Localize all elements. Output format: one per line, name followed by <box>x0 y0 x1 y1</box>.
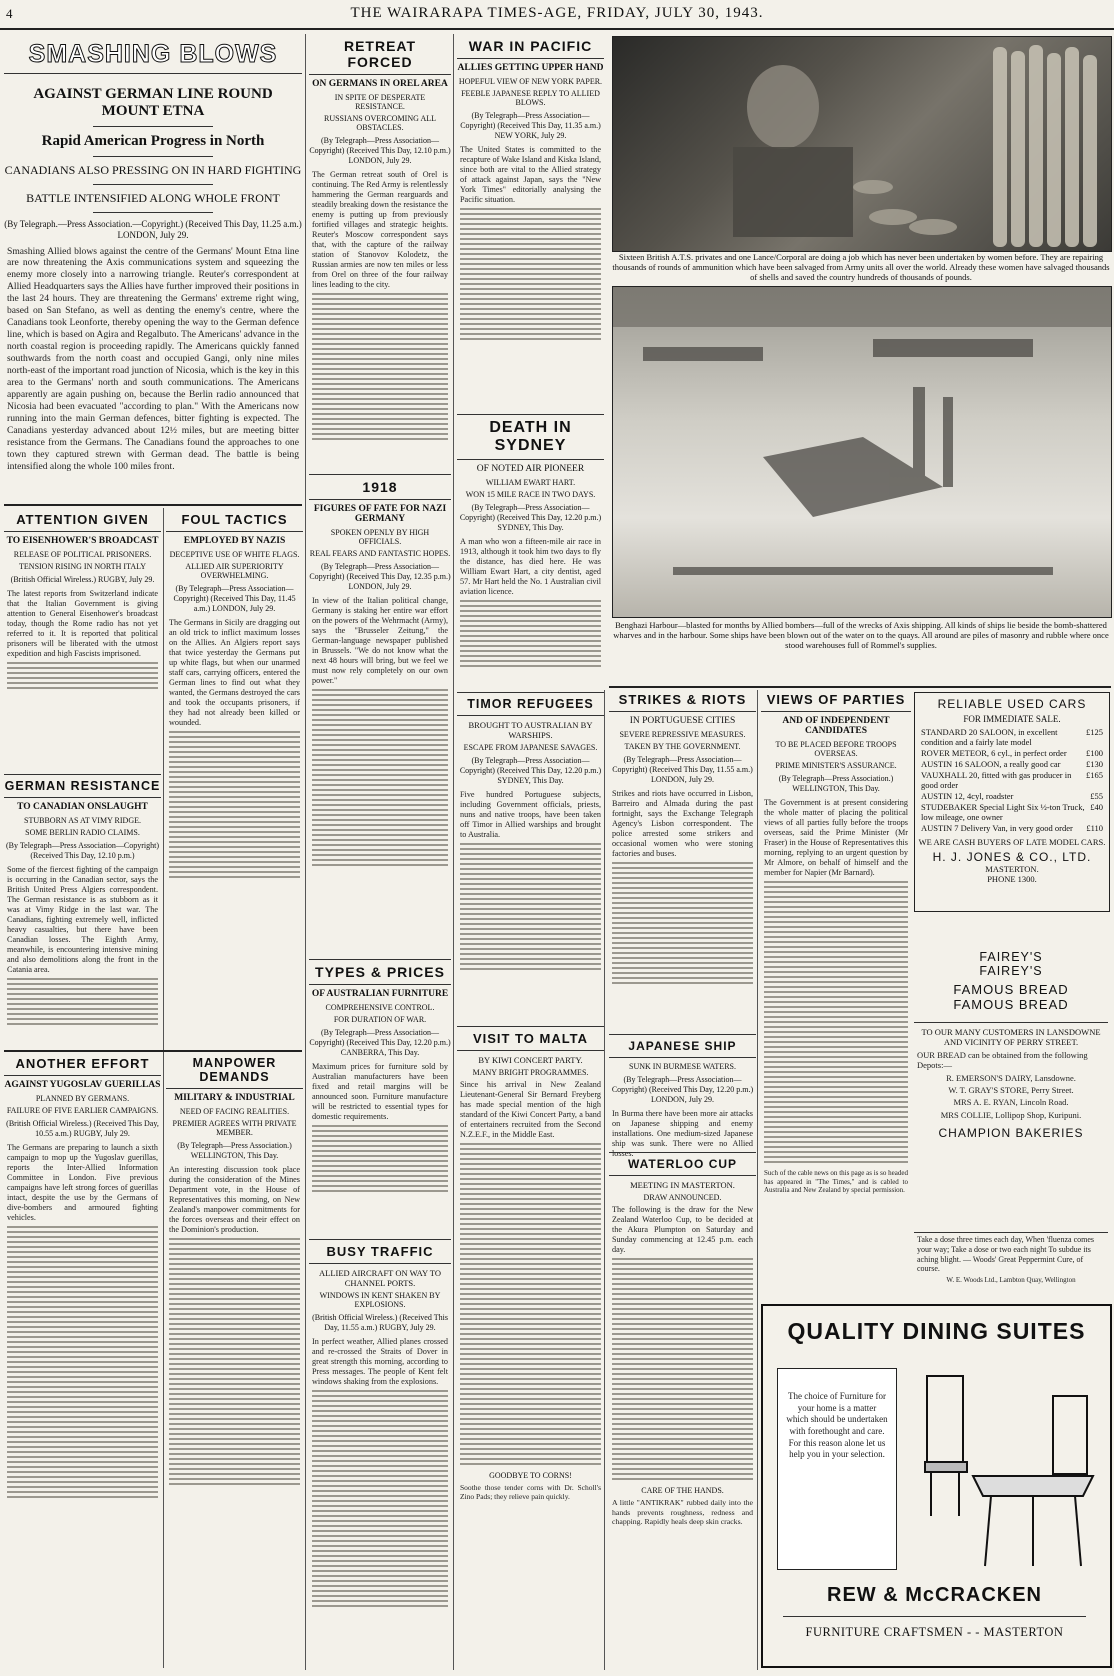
car-price: £130 <box>1086 759 1103 769</box>
headline: WATERLOO CUP <box>627 1157 738 1171</box>
subheadline: REAL FEARS AND FANTASTIC HOPES. <box>309 549 451 558</box>
article-body: Some of the fiercest fighting of the campaign is occurring in the Canadian sector, says the British United Press Algiers correspondent. The German resistance is as stubborn as it was at Vimy Ridge in the last war. The Canadians, fighting extremely well, inflicted heavy casualties, but there have been Canadian losses. The Eighth Army, meanwhile, is encountering intensive mining and also demolitions along the front in the Catania area. <box>7 865 158 974</box>
subheadline: STUBBORN AS AT VIMY RIDGE. <box>24 816 141 825</box>
photo-illustration <box>613 287 1111 617</box>
depot-item: R. EMERSON'S DAIRY, Lansdowne. <box>946 1072 1076 1083</box>
headline: TIMOR REFUGEES <box>467 697 594 711</box>
product-line: FAMOUS BREAD <box>953 982 1069 997</box>
ad-subtitle: FOR IMMEDIATE SALE. <box>963 714 1061 724</box>
car-listing <box>921 791 1103 801</box>
subheadline: AGAINST GERMAN LINE ROUND MOUNT ETNA <box>33 86 273 119</box>
headline: SMASHING BLOWS <box>28 40 278 68</box>
subheadline: WON 15 MILE RACE IN TWO DAYS. <box>465 490 596 499</box>
divider <box>609 686 1111 688</box>
masthead <box>0 0 1114 30</box>
article-manpower-demands <box>166 1056 303 1668</box>
subheadline: HOPEFUL VIEW OF NEW YORK PAPER. <box>458 77 603 86</box>
column-rule <box>604 690 605 1670</box>
article-another-effort <box>4 1056 161 1668</box>
headline: RETREAT FORCED <box>343 38 417 70</box>
depot-item: MRS COLLIE, Lollipop Shop, Kuripuni. <box>940 1109 1082 1120</box>
dateline: (By Telegraph.—Press Association.—Copyright.) (Received This Day, 11.25 a.m.) LONDON, July 29. <box>4 219 302 241</box>
headline: GERMAN RESISTANCE <box>4 779 161 793</box>
article-body: The Germans in Sicily are dragging out an old trick to inflict maximum losses on the Allies. An Algiers report says that twice yesterday the Germans put up white flags, but when our unarmed staff cars, carrying officers, entered the German lines to find out what they wanted, the Germans destroyed the cars and took the occupants prisoners, if they had not already been killed or wounded. <box>169 618 300 727</box>
headline: ATTENTION GIVEN <box>16 512 149 527</box>
photo-ats-ammunition <box>612 36 1112 252</box>
article-foul-tactics <box>166 512 303 1042</box>
subheadline: CANADIANS ALSO PRESSING ON IN HARD FIGHTING <box>4 163 302 177</box>
article-waterloo-cup <box>609 1148 756 1668</box>
article-strikes-riots <box>609 692 756 1022</box>
product-line: FAMOUS BREAD <box>953 997 1069 1012</box>
headline: FOUL TACTICS <box>181 512 288 527</box>
headline: VISIT TO MALTA <box>472 1031 589 1046</box>
subheadline: TO EISENHOWER'S BROADCAST <box>6 536 159 546</box>
ad-body: The choice of Furniture for your home is a matter which should be undertaken with forethought and care. For this reason alone let us help you in your selection. <box>786 1391 888 1460</box>
advertisement-heading: GOODBYE TO CORNS! <box>489 1471 572 1480</box>
subheadline: WINDOWS IN KENT SHAKEN BY EXPLOSIONS. <box>319 1291 441 1309</box>
dateline: (By Telegraph—Press Association—Copyright) (Received This Day, 11.55 a.m.) LONDON, July 29. <box>612 755 753 784</box>
ad-location: MASTERTON. <box>985 864 1039 874</box>
ad-buyers-line: WE ARE CASH BUYERS OF LATE MODEL CARS. <box>918 837 1106 847</box>
article-body: A man who won a fifteen-mile air race in 1913, although it took him two days to fly the distance, has died here. He was William Ewart Hart, a city dentist, aged 57. Mr Hart held the No. 1 Australian civil aviation licence. <box>460 537 601 596</box>
dateline: (By Telegraph—Press Association—Copyright) (Received This Day, 12.20 p.m.) CANBERRA, This Day. <box>309 1028 451 1057</box>
depot-item: MRS A. E. RYAN, Lincoln Road. <box>953 1097 1069 1108</box>
subheadline: PLANNED BY GERMANS. <box>35 1094 130 1103</box>
subheadline: ALLIED AIRCRAFT ON WAY TO CHANNEL PORTS. <box>318 1268 441 1288</box>
subheadline: WILLIAM EWART HART. <box>485 478 576 487</box>
headline: TYPES & PRICES <box>315 964 445 980</box>
column-rule <box>453 34 454 1670</box>
depot-list <box>914 1073 1108 1120</box>
subheadline: IN SPITE OF DESPERATE RESISTANCE. <box>334 93 426 111</box>
article-attention-given <box>4 512 161 792</box>
subheadline: TAKEN BY THE GOVERNMENT. <box>624 742 741 751</box>
subheadline: ESCAPE FROM JAPANESE SAVAGES. <box>463 743 598 752</box>
headline: MANPOWER DEMANDS <box>192 1056 277 1084</box>
dateline: (By Telegraph—Press Association—Copyright) (Received This Day, 12.20 p.m.) SYDNEY, This Day. <box>459 756 602 785</box>
car-price: £110 <box>1086 823 1103 833</box>
car-listing <box>921 802 1103 822</box>
advertisement-body: Soothe those tender corns with Dr. Scholl's Zino Pads; they relieve pain quickly. <box>460 1483 601 1502</box>
subheadline: MILITARY & INDUSTRIAL <box>174 1093 295 1103</box>
headline: BUSY TRAFFIC <box>326 1244 434 1259</box>
headline: JAPANESE SHIP <box>628 1039 737 1053</box>
dateline: (By Telegraph—Press Association—Copyright) (Received This Day, 11.35 a.m.) NEW YORK, July 29. <box>460 111 601 140</box>
car-name: ROVER METEOR, 6 cyl., in perfect order <box>921 748 1067 758</box>
headline: WAR IN PACIFIC <box>468 38 593 54</box>
article-smashing-blows <box>4 34 302 504</box>
headline: VIEWS OF PARTIES <box>766 692 906 707</box>
headline: STRIKES & RIOTS <box>618 692 747 707</box>
article-body: In Burma there have been more air attacks on Japanese shipping and enemy installations. One medium-sized Japanese ship was sunk. There were no Allied losses. <box>612 1109 753 1158</box>
depot-item: W. T. GRAY'S STORE, Perry Street. <box>948 1085 1074 1096</box>
subheadline: BROUGHT TO AUSTRALIAN BY WARSHIPS. <box>468 720 593 740</box>
copyright-note: Such of the cable news on this page as is so headed has appeared in "The Times," and is cabled to Australia and New Zealand by special permission. <box>764 1169 908 1195</box>
ad-faireys-bread <box>914 920 1108 1225</box>
dateline: (British Official Wireless.) (Received This Day, 11.55 a.m.) RUGBY, July 29. <box>312 1313 448 1332</box>
car-listing <box>921 770 1103 790</box>
dateline: (By Telegraph—Press Association—Copyright) (Received This Day, 12.10 p.m.) LONDON, July 29. <box>309 136 451 165</box>
subheadline: EMPLOYED BY NAZIS <box>183 536 286 546</box>
dining-furniture-illustration <box>913 1366 1103 1576</box>
photo-illustration <box>613 37 1111 251</box>
subheadline: AGAINST YUGOSLAV GUERILLAS <box>4 1080 161 1090</box>
subheadline: SOME BERLIN RADIO CLAIMS. <box>25 828 140 837</box>
subheadline: IN PORTUGUESE CITIES <box>629 716 736 726</box>
headline: ANOTHER EFFORT <box>15 1056 150 1071</box>
headline: DEATH IN SYDNEY <box>489 419 572 454</box>
car-price: £125 <box>1086 727 1103 737</box>
photo-caption: Benghazi Harbour—blasted for months by Allied bombers—full of the wrecks of Axis shipping. All kinds of ships lie beside the bomb-shattered wharves and in the harbour. Some ships have been blown out of the water on to the quays. All around are piles of masonry and rubble where once stood warehouses full of Rommel's supplies. <box>613 620 1109 651</box>
divider <box>4 1050 302 1052</box>
dateline: (By Telegraph—Press Association—Copyright) (Received This Day, 12.20 p.m.) SYDNEY, This Day. <box>459 503 602 532</box>
article-body: In perfect weather, Allied planes crossed and re-crossed the Straits of Dover in great strength this morning, according to Press messages. The people of Kent felt windows shaking from the explosions. <box>312 1337 448 1386</box>
subheadline: SEVERE REPRESSIVE MEASURES. <box>619 730 746 739</box>
article-body: The Germans are preparing to launch a sixth campaign to mop up the Yugoslav guerillas, reports the Inter-Allied Information Committee in London. Five previous campaigns have left strong forces of guerillas intact, despite the use by the Germans of dive-bombers and armoured fighting vehicles. <box>7 1143 158 1222</box>
page-number: 4 <box>6 6 13 21</box>
article-retreat-forced <box>309 38 451 468</box>
car-listing <box>921 727 1103 747</box>
subheadline: PREMIER AGREES WITH PRIVATE MEMBER. <box>172 1119 297 1137</box>
subheadline: ALLIES GETTING UPPER HAND <box>457 63 604 73</box>
article-body: Smashing Allied blows against the centre of the Germans' Mount Etna line are now threatening the Axis communications system and squeezing the enemy more closely into a narrowing triangle. Reuter's correspondent at Allied Headquarters says the Allies have further improved their positions in the last 24 hours. They are threatening the Germans' extreme right wing, based on San Stefano, as well as denting the enemy's centre, where the Canadians took Leonforte, thereby opening the way to the German defence line, which is based on Agira and Regalbuto. The Americans' advance in the north coastal region is proceeding rapidly. The Americans quickly fanned southwards from the north coast and occupied Gangi, only nine miles north-east of the important road junction of Nicosia, which is the key in this area to the Germans' north and south communications. The Americans apparently are again pushing on, because the Berlin radio announced that Nicosia had been evacuated "according to plan." With the Americans now running into the main German defences, bitter fighting is expected. The Canadians yesterday advanced about 12½ miles, but are meeting bitter resistance from the Germans. The Canadians found the approaches to one town they captured strewn with German dead. The battle is being intensified along the whole 100 miles front. <box>7 245 299 473</box>
ad-used-cars <box>914 692 1110 912</box>
car-listing <box>921 823 1103 833</box>
subheadline: FOR DURATION OF WAR. <box>333 1015 427 1024</box>
subheadline: FEEBLE JAPANESE REPLY TO ALLIED BLOWS. <box>461 89 600 107</box>
dateline: (British Official Wireless.) RUGBY, July 29. <box>10 575 155 584</box>
article-body: The German retreat south of Orel is continuing. The Red Army is relentlessly hammering the German rearguards and steadily breaking down the resistance the enemy is putting up from previously fortified villages and strategic heights. Reuter's Moscow correspondent says that, with the capture of the railway station of Stanovov Kolodetz, the Russian armies are now ten miles or less from Orel on three of the four railway lines leading to the city. <box>312 170 448 289</box>
article-body: Five hundred Portuguese subjects, including Government officials, priests, nuns and native troops, have been taken off Timor in Allied warships and brought to Australia. <box>460 790 601 839</box>
ad-body: Take a dose three times each day, When 'fluenza comes your way; Take a dose or two each night To subdue its aching blight. — Woods' Great Peppermint Cure, of course. <box>917 1235 1095 1274</box>
ad-footer: CHAMPION BAKERIES <box>938 1126 1084 1141</box>
subheadline: SUNK IN BURMESE WATERS. <box>629 1062 736 1071</box>
article-views-of-parties <box>761 692 911 1252</box>
subheadline: COMPREHENSIVE CONTROL. <box>325 1003 435 1012</box>
article-german-resistance <box>4 770 161 1050</box>
subheadline: DRAW ANNOUNCED. <box>643 1193 722 1202</box>
subheadline: MEETING IN MASTERTON. <box>630 1180 735 1190</box>
car-price: £100 <box>1086 748 1103 758</box>
article-body: Maximum prices for furniture sold by Australian manufacturers have been fixed and retail margins will be announced soon. Furniture manufacture will be restricted to essential types for domestic requirements. <box>312 1062 448 1121</box>
article-death-in-sydney <box>457 410 604 685</box>
car-name: STANDARD 20 SALOON, in excellent condition and a fairly late model <box>921 727 1058 747</box>
article-timor-refugees <box>457 688 604 1018</box>
ad-phone: PHONE 1300. <box>987 874 1037 884</box>
ad-notice: TO OUR MANY CUSTOMERS IN LANSDOWNE AND VICINITY OF PERRY STREET. <box>921 1027 1101 1047</box>
car-price: £40 <box>1090 802 1103 812</box>
subheadline: Rapid American Progress in North <box>41 133 265 149</box>
brand-line: FAIREY'S <box>979 950 1043 964</box>
article-japanese-ship <box>609 1030 756 1158</box>
subheadline: BY KIWI CONCERT PARTY. <box>478 1055 583 1065</box>
dateline: (By Telegraph—Press Association—Copyright) (Received This Day, 12.35 p.m.) LONDON, July 29. <box>309 562 451 591</box>
car-price: £55 <box>1090 791 1103 801</box>
article-war-in-pacific <box>457 38 604 408</box>
subheadline: TO CANADIAN ONSLAUGHT <box>17 802 148 812</box>
newspaper-title: THE WAIRARAPA TIMES-AGE, FRIDAY, JULY 30, 1943. <box>350 5 764 21</box>
ad-firm: REW & McCRACKEN <box>827 1584 1042 1606</box>
subheadline: AND OF INDEPENDENT CANDIDATES <box>782 716 890 736</box>
car-name: STUDEBAKER Special Light Six ½-ton Truck, low mileage, one owner <box>921 802 1085 822</box>
column-rule <box>305 34 306 1670</box>
article-types-prices <box>309 955 451 1225</box>
dateline: (By Telegraph—Press Association.) WELLINGTON, This Day. <box>778 774 894 793</box>
subheadline: MANY BRIGHT PROGRAMMES. <box>472 1068 589 1077</box>
ad-dining-suites <box>761 1304 1112 1668</box>
advertisement-body: A little "ANTIKRAK" rubbed daily into the hands prevents roughness, redness and chapping. Rapidly heals deep skin cracks. <box>612 1498 753 1526</box>
subheadline: TENSION RISING IN NORTH ITALY <box>19 562 146 571</box>
article-body: In view of the Italian political change, Germany is staking her entire war effort on the powers of the Wehrmacht (Army), says the "Brusseler Zeitung," the German-language newspaper published in Brussels. "We do not know what the next 48 hours will bring, but we feel we must now rely completely on our own power." <box>312 596 448 685</box>
article-1918 <box>309 470 451 950</box>
subheadline: SPOKEN OPENLY BY HIGH OFFICIALS. <box>330 528 430 546</box>
subheadline: RELEASE OF POLITICAL PRISONERS. <box>13 550 152 559</box>
subheadline: FIGURES OF FATE FOR NAZI GERMANY <box>313 504 447 524</box>
subheadline: OF AUSTRALIAN FURNITURE <box>311 989 449 999</box>
ad-woods-peppermint <box>914 1232 1108 1303</box>
divider <box>4 504 302 506</box>
dateline: (By Telegraph—Press Association.) WELLINGTON, This Day. <box>177 1141 292 1160</box>
ad-title: RELIABLE USED CARS <box>937 697 1087 711</box>
subheadline: BATTLE INTENSIFIED ALONG WHOLE FRONT <box>26 191 280 205</box>
subheadline: TO BE PLACED BEFORE TROOPS OVERSEAS. <box>775 740 897 758</box>
article-body: An interesting discussion took place during the consideration of the Mines Department vote, in the House of Representatives this morning, on New Zealand's manpower commitments for the forces overseas and their effect on the Dominion's production. <box>169 1165 300 1234</box>
depots-intro: OUR BREAD can be obtained from the following Depots:— <box>917 1050 1088 1071</box>
car-name: AUSTIN 12, 4cyl, roadster <box>921 791 1014 801</box>
car-listing <box>921 748 1103 758</box>
subheadline: ON GERMANS IN OREL AREA <box>312 79 448 89</box>
subheadline: DECEPTIVE USE OF WHITE FLAGS. <box>169 550 300 559</box>
car-name: VAUXHALL 20, fitted with gas producer in good order <box>921 770 1072 790</box>
article-visit-to-malta <box>457 1022 604 1632</box>
photo-benghazi-harbour <box>612 286 1112 618</box>
subheadline: FAILURE OF FIVE EARLIER CAMPAIGNS. <box>6 1106 159 1115</box>
car-list <box>915 727 1109 833</box>
subheadline: CARE OF THE HANDS. <box>641 1486 724 1495</box>
subheadline: ALLIED AIR SUPERIORITY OVERWHELMING. <box>185 562 284 580</box>
headline: 1918 <box>362 479 398 495</box>
car-price: £165 <box>1086 770 1103 780</box>
dateline: (By Telegraph—Press Association—Copyright) (Received This Day, 11.45 a.m.) LONDON, July 29. <box>173 584 296 613</box>
article-body: The Government is at present considering the whole matter of placing the political views of all parties fully before the troops overseas, said the Prime Minister (Mr Fraser) in the House of Representatives this morning, replying to an urgent question by Mr Almore, on behalf of himself and the member for Napier (Mr Barnard). <box>764 798 908 877</box>
subheadline: RUSSIANS OVERCOMING ALL OBSTACLES. <box>323 114 436 132</box>
article-body: Strikes and riots have occurred in Lisbon, Barreiro and Almada during the past fortnight, says the Exchange Telegraph Agency's Lisbon correspondent. The police arrested some strikers and occasional women who were stoning factories and buses. <box>612 789 753 858</box>
dateline: (By Telegraph—Press Association—Copyright) (Received This Day, 12.20 p.m.) LONDON, July 29. <box>611 1075 754 1104</box>
dateline: (British Official Wireless.) (Received This Day, 10.55 a.m.) RUGBY, July 29. <box>6 1119 159 1138</box>
brand-line: FAIREY'S <box>979 964 1043 978</box>
ad-title: QUALITY DINING SUITES <box>787 1318 1086 1344</box>
dateline: (By Telegraph—Press Association—Copyright) (Received This Day, 12.10 p.m.) <box>5 841 160 860</box>
article-busy-traffic <box>309 1235 451 1668</box>
article-body: The latest reports from Switzerland indicate that the Italian Government is giving attention to General Eisenhower's broadcast today, though the Rome radio has not yet referred to it. It is reported that political prisoners will be liberated with the utmost expedition and high Fascists imprisoned. <box>7 589 158 658</box>
article-body: The following is the draw for the New Zealand Waterloo Cup, to be decided at the Akura Plumpton on Saturday and Sunday commencing at 12.45 p.m. each day. <box>612 1205 753 1254</box>
subheadline: PRIME MINISTER'S ASSURANCE. <box>775 761 897 770</box>
column-rule <box>757 690 758 1670</box>
article-body: The United States is committed to the recapture of Wake Island and Kiska Island, since both are vital to the Allied strategy of attack against Japan, says the "New York Times" editorially analysing the Pacific situation. <box>460 145 601 204</box>
ad-tagline: FURNITURE CRAFTSMEN - - MASTERTON <box>805 1625 1064 1639</box>
ad-dealer: H. J. JONES & CO., LTD. <box>932 850 1092 864</box>
car-name: AUSTIN 16 SALOON, a really good car <box>921 759 1061 769</box>
photo-caption: Sixteen British A.T.S. privates and one Lance/Corporal are doing a job which has never been undertaken by women before. They are repairing thousands of rounds of ammunition which have been salvaged from Army units all over the world. Already these women have salvaged thousands of shells and saved the country hundreds of thousands of pounds. <box>612 252 1110 283</box>
column-rule <box>163 508 164 1668</box>
car-listing <box>921 759 1103 769</box>
subheadline: OF NOTED AIR PIONEER <box>476 464 585 474</box>
ad-maker: W. E. Woods Ltd., Lambton Quay, Wellington <box>946 1276 1076 1284</box>
article-body: Since his arrival in New Zealand Lieutenant-General Sir Bernard Freyberg has made special mention of the high standard of the Kiwi Concert Party, a band of entertainers recruited from the Second N.Z.E.F., in the Middle East. <box>460 1080 601 1139</box>
car-name: AUSTIN 7 Delivery Van, in very good order <box>921 823 1073 833</box>
subheadline: NEED OF FACING REALITIES. <box>179 1107 290 1116</box>
